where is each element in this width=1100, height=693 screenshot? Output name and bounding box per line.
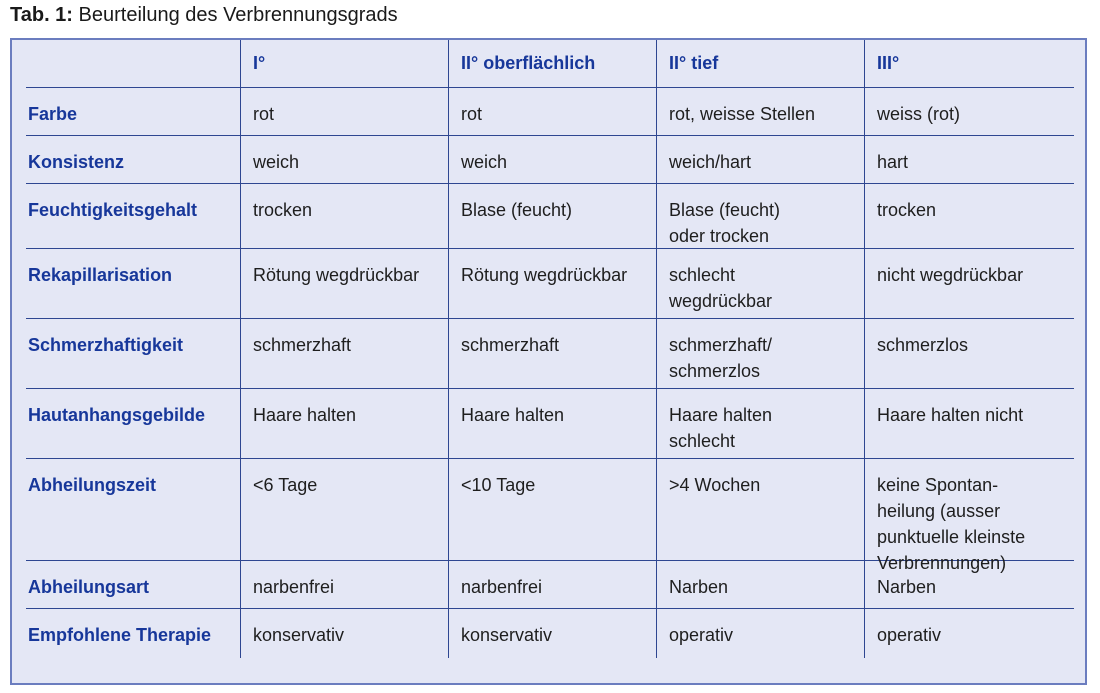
table-cell: Blase (feucht) oder trocken	[656, 184, 864, 249]
table-cell: <6 Tage	[240, 459, 448, 561]
header-cell-empty	[26, 40, 240, 88]
caption-label: Tab. 1:	[10, 4, 73, 26]
table-cell: Haare halten nicht	[864, 389, 1074, 459]
row-label-konsistenz: Konsistenz	[26, 136, 240, 184]
table-cell: keine Spontan- heilung (ausser punktuelle kleinste Verbrennungen)	[864, 459, 1074, 561]
row-label-schmerzhaftigkeit: Schmerzhaftigkeit	[26, 319, 240, 389]
table-cell: rot	[448, 88, 656, 136]
table-cell: Haare halten schlecht	[656, 389, 864, 459]
row-label-farbe: Farbe	[26, 88, 240, 136]
table-cell: Haare halten	[240, 389, 448, 459]
table-caption	[10, 4, 398, 27]
table-grid	[26, 40, 1074, 658]
table-cell: hart	[864, 136, 1074, 184]
burn-degree-table	[10, 38, 1087, 685]
table-cell: nicht wegdrückbar	[864, 249, 1074, 319]
table-cell: konservativ	[240, 609, 448, 658]
row-label-abheilungszeit: Abheilungszeit	[26, 459, 240, 561]
table-cell: Rötung wegdrückbar	[240, 249, 448, 319]
table-cell: rot, weisse Stellen	[656, 88, 864, 136]
header-cell-grade-2-superficial: II° oberflächlich	[448, 40, 656, 88]
row-label-abheilungsart: Abheilungsart	[26, 561, 240, 609]
table-cell: schmerzlos	[864, 319, 1074, 389]
table-cell: operativ	[656, 609, 864, 658]
table-cell: konservativ	[448, 609, 656, 658]
table-cell: narbenfrei	[448, 561, 656, 609]
table-cell: schmerzhaft	[240, 319, 448, 389]
header-cell-grade-2-deep: II° tief	[656, 40, 864, 88]
header-cell-grade-1: I°	[240, 40, 448, 88]
table-cell: weich	[240, 136, 448, 184]
table-cell: Rötung wegdrückbar	[448, 249, 656, 319]
table-cell: weich/hart	[656, 136, 864, 184]
table-cell: >4 Wochen	[656, 459, 864, 561]
table-cell: Narben	[656, 561, 864, 609]
caption-title: Beurteilung des Verbrennungsgrads	[78, 4, 398, 26]
table-cell: Blase (feucht)	[448, 184, 656, 249]
table-cell: trocken	[240, 184, 448, 249]
table-cell: schmerzhaft/ schmerzlos	[656, 319, 864, 389]
table-cell: schmerzhaft	[448, 319, 656, 389]
table-cell: Narben	[864, 561, 1074, 609]
table-cell: narbenfrei	[240, 561, 448, 609]
table-cell: operativ	[864, 609, 1074, 658]
table-cell: weiss (rot)	[864, 88, 1074, 136]
row-label-empfohlene-therapie: Empfohlene Therapie	[28, 625, 212, 645]
row-label-feuchtigkeitsgehalt: Feuchtigkeitsgehalt	[26, 184, 240, 249]
row-label-hautanhangsgebilde: Hautanhangsgebilde	[26, 389, 240, 459]
table-cell: <10 Tage	[448, 459, 656, 561]
header-cell-grade-3: III°	[864, 40, 1074, 88]
row-label-rekapillarisation: Rekapillarisation	[26, 249, 240, 319]
table-cell: Haare halten	[448, 389, 656, 459]
table-cell: rot	[240, 88, 448, 136]
table-cell: weich	[448, 136, 656, 184]
table-cell: schlecht wegdrückbar	[656, 249, 864, 319]
table-cell: trocken	[864, 184, 1074, 249]
